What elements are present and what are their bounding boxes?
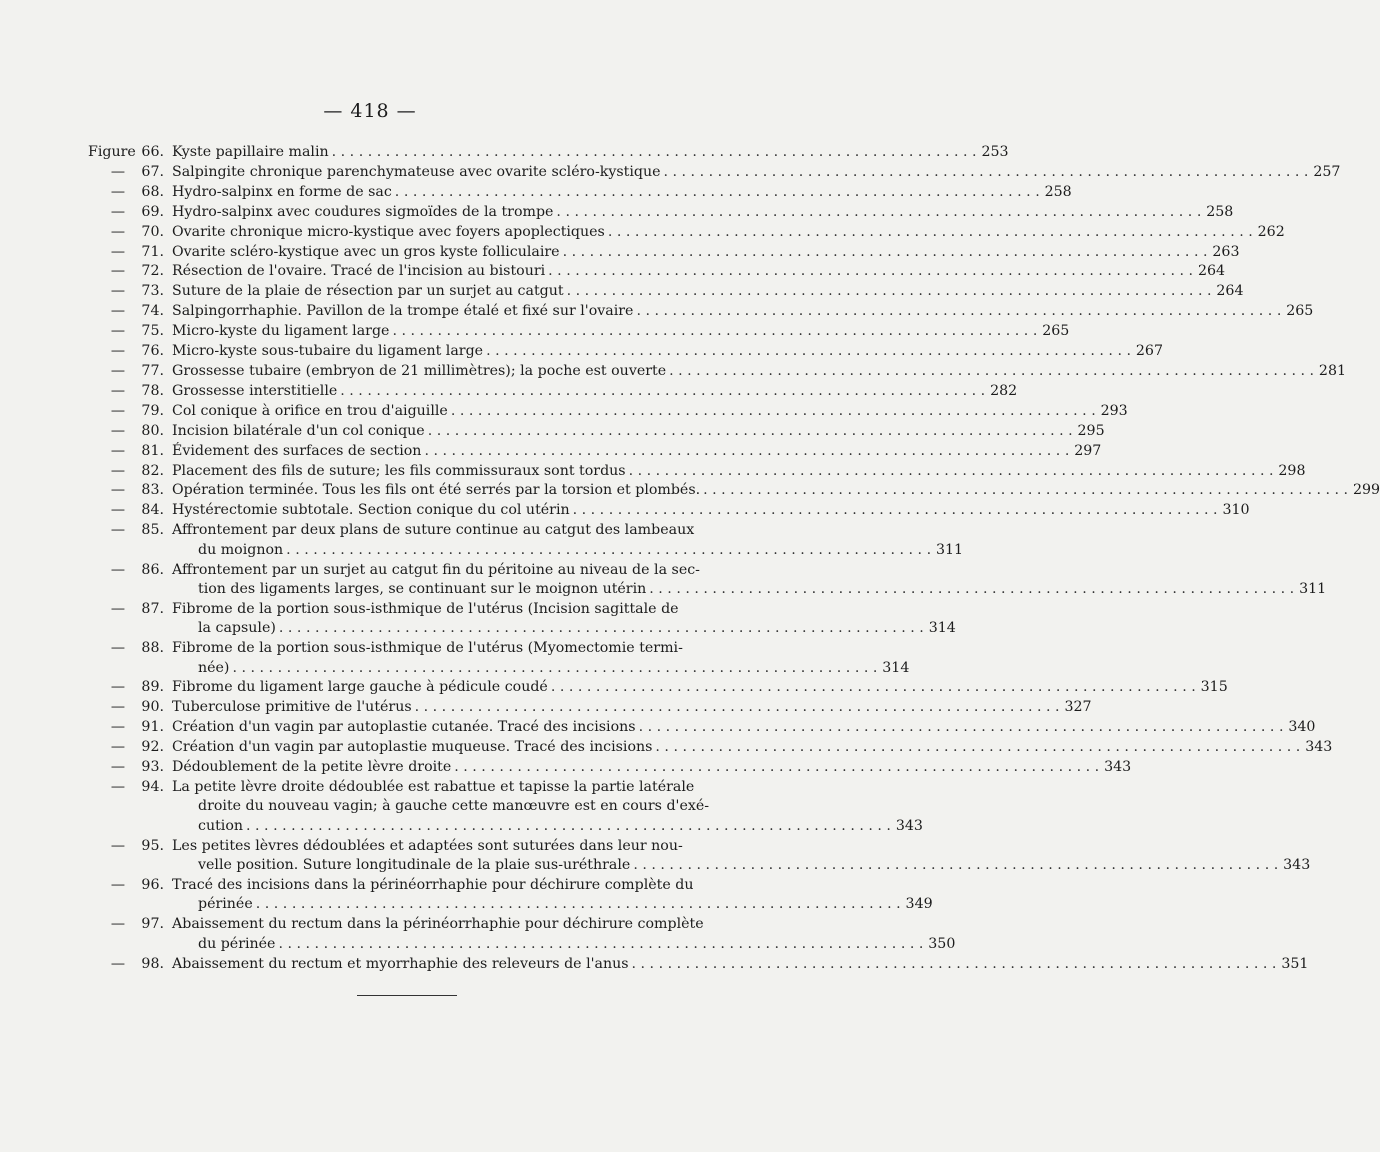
entry-label: — xyxy=(110,223,126,240)
figure-entry xyxy=(88,462,1306,481)
page-ref: 298 xyxy=(1278,462,1306,479)
figure-entry xyxy=(88,698,1092,717)
figure-number: 97. xyxy=(141,916,164,933)
entry-label: — xyxy=(110,522,126,539)
closing-rule xyxy=(357,995,457,996)
entry-label: — xyxy=(110,779,126,795)
figure-caption-line: la capsule) xyxy=(198,620,276,637)
entry-label: — xyxy=(110,382,126,399)
figure-entry xyxy=(88,382,1018,401)
figure-caption-line: Hystérectomie subtotale. Section conique du col utérin xyxy=(172,502,570,519)
figure-number: 85. xyxy=(141,522,164,539)
dot-leader xyxy=(669,362,1314,381)
figure-entry xyxy=(88,639,910,678)
figure-number: 83. xyxy=(141,482,164,499)
page-ref: 314 xyxy=(928,620,956,637)
page-ref: 299 xyxy=(1352,482,1380,499)
dot-leader xyxy=(655,738,1300,757)
entry-label: — xyxy=(110,955,126,972)
figure-number: 73. xyxy=(141,283,164,300)
page-ref: 297 xyxy=(1074,442,1102,459)
figure-caption-line: Création d'un vagin par autoplastie cutanée. Tracé des incisions xyxy=(172,719,636,736)
dot-leader xyxy=(639,718,1284,737)
figure-number: 87. xyxy=(141,600,164,617)
figure-entry xyxy=(88,778,923,836)
figure-entry xyxy=(88,738,1333,757)
figure-number: 76. xyxy=(141,343,164,360)
entry-label: — xyxy=(110,323,126,340)
entry-label: — xyxy=(110,203,126,220)
dot-leader xyxy=(392,322,1037,341)
figure-caption-line: Col conique à orifice en trou d'aiguille xyxy=(172,402,448,419)
page-ref: 264 xyxy=(1197,263,1226,280)
figure-entry xyxy=(88,183,1072,202)
figure-number: 66. xyxy=(141,144,164,160)
dot-leader xyxy=(632,955,1277,974)
figure-caption-line: Salpingite chronique parenchymateuse avec ovarite scléro-kystique xyxy=(172,163,661,180)
figure-number: 84. xyxy=(141,502,164,519)
figure-entry xyxy=(88,302,1314,321)
figure-caption-line: Ovarite scléro-kystique avec un gros kyste folliculaire xyxy=(172,243,560,260)
figure-caption-line: Fibrome de la portion sous-isthmique de l'utérus (Myomectomie termi- xyxy=(172,640,683,657)
page-ref: 282 xyxy=(990,382,1018,399)
figure-entry xyxy=(88,876,933,915)
figure-caption-line: Tuberculose primitive de l'utérus xyxy=(172,699,412,716)
page-ref: 327 xyxy=(1064,699,1092,716)
page-ref: 314 xyxy=(882,659,910,676)
dot-leader xyxy=(551,678,1196,697)
page-ref: 343 xyxy=(1305,739,1333,756)
page-ref: 267 xyxy=(1135,343,1163,360)
figure-caption-line: Hydro-salpinx avec coudures sigmoïdes de la trompe xyxy=(172,203,554,220)
dot-leader xyxy=(451,402,1096,421)
entry-label: — xyxy=(110,561,126,578)
figure-caption-line: Micro-kyste sous-tubaire du ligament large xyxy=(172,343,484,360)
figure-caption-line: Kyste papillaire malin xyxy=(172,144,329,160)
dot-leader xyxy=(608,223,1253,242)
figure-number: 94. xyxy=(141,779,164,795)
figure-number: 93. xyxy=(141,759,164,776)
figure-entry xyxy=(88,678,1228,697)
entry-label: — xyxy=(110,679,126,696)
figure-number: 74. xyxy=(141,303,164,320)
entry-label: — xyxy=(110,916,126,933)
dot-leader xyxy=(629,462,1274,481)
figure-caption-line: droite du nouveau vagin; à gauche cette manœuvre est en cours d'exé- xyxy=(198,798,710,815)
figure-caption-line: Grossesse interstitielle xyxy=(172,382,338,399)
figure-entry xyxy=(88,322,1070,341)
figure-caption-line: La petite lèvre droite dédoublée est rabattue et tapisse la partie latérale xyxy=(172,779,695,795)
dot-leader xyxy=(278,935,923,954)
figure-caption-line: cution xyxy=(198,817,244,834)
dot-leader xyxy=(415,698,1060,717)
figure-entry xyxy=(88,481,1380,500)
dot-leader xyxy=(664,163,1309,182)
figure-caption-line: Grossesse tubaire (embryon de 21 millimètres); la poche est ouverte xyxy=(172,362,667,379)
entry-label: — xyxy=(110,183,126,200)
figure-entry xyxy=(88,422,1105,441)
figure-entry xyxy=(88,362,1347,381)
entry-label: — xyxy=(110,362,126,379)
figure-number: 78. xyxy=(141,382,164,399)
figure-entry xyxy=(88,718,1316,737)
figure-caption-line: Tracé des incisions dans la périnéorrhaphie pour déchirure complète du xyxy=(172,877,694,894)
figure-number: 82. xyxy=(141,462,164,479)
figure-caption-line: Affrontement par un surjet au catgut fin du péritoine au niveau de la sec- xyxy=(172,561,700,578)
entry-label: — xyxy=(110,739,126,756)
dot-leader xyxy=(703,481,1348,500)
entry-label: — xyxy=(110,303,126,320)
entry-label: Figure xyxy=(88,144,136,160)
figure-caption-line: Affrontement par deux plans de suture continue au catgut des lambeaux xyxy=(172,522,695,539)
dot-leader xyxy=(636,302,1281,321)
dot-leader xyxy=(633,856,1278,875)
figure-entry xyxy=(88,837,1311,876)
figure-entry xyxy=(88,501,1250,520)
entry-label: — xyxy=(110,402,126,419)
entry-label: — xyxy=(110,462,126,479)
page-ref: 258 xyxy=(1206,203,1234,220)
page-ref: 257 xyxy=(1313,163,1341,180)
figure-number: 70. xyxy=(141,223,164,240)
figure-number: 88. xyxy=(141,640,164,657)
entry-label: — xyxy=(110,243,126,260)
figure-caption-line: Fibrome de la portion sous-isthmique de l'utérus (Incision sagittale de xyxy=(172,600,679,617)
dot-leader xyxy=(246,817,891,836)
figure-entry xyxy=(88,402,1128,421)
dot-leader xyxy=(424,442,1069,461)
figure-caption-line: Micro-kyste du ligament large xyxy=(172,323,390,340)
page-ref: 350 xyxy=(928,935,956,952)
figure-number: 86. xyxy=(141,561,164,578)
dot-leader xyxy=(567,282,1212,301)
page-ref: 343 xyxy=(895,817,923,834)
figure-number: 72. xyxy=(141,263,164,280)
figure-caption-line: velle position. Suture longitudinale de la plaie sus-uréthrale xyxy=(198,857,631,874)
dot-leader xyxy=(454,758,1099,777)
figure-entry xyxy=(88,342,1163,361)
figure-entry xyxy=(88,143,1009,162)
page-ref: 340 xyxy=(1288,719,1316,736)
figure-caption-line: Résection de l'ovaire. Tracé de l'incision au bistouri xyxy=(172,263,546,280)
figure-entry xyxy=(88,915,956,954)
figure-entry xyxy=(88,521,964,560)
dot-leader xyxy=(563,243,1208,262)
figure-caption-line: Ovarite chronique micro-kystique avec foyers apoplectiques xyxy=(172,223,605,240)
figure-number: 90. xyxy=(141,699,164,716)
entry-label: — xyxy=(110,502,126,519)
figure-number: 71. xyxy=(141,243,164,260)
figure-number: 98. xyxy=(141,955,164,972)
figure-caption-line: Évidement des surfaces de section xyxy=(172,442,422,459)
figure-caption-line: Salpingorrhaphie. Pavillon de la trompe étalé et fixé sur l'ovaire xyxy=(172,303,634,320)
figure-number: 75. xyxy=(141,323,164,340)
page-ref: 315 xyxy=(1200,679,1228,696)
page-ref: 265 xyxy=(1042,323,1070,340)
page-ref: 253 xyxy=(981,144,1009,160)
figure-caption-line: Les petites lèvres dédoublées et adaptées sont suturées dans leur nou- xyxy=(172,837,683,854)
page-ref: 343 xyxy=(1283,857,1311,874)
figure-number: 92. xyxy=(141,739,164,756)
figure-caption-line: périnée xyxy=(198,896,253,913)
dot-leader xyxy=(332,143,977,162)
entry-label: — xyxy=(110,482,126,499)
page-ref: 264 xyxy=(1216,283,1244,300)
figure-number: 81. xyxy=(141,442,164,459)
figure-caption-line: du périnée xyxy=(198,935,276,952)
figure-entry xyxy=(88,243,1240,262)
entry-label: — xyxy=(110,759,126,776)
figure-caption-line: Abaissement du rectum dans la périnéorrhaphie pour déchirure complète xyxy=(172,916,704,933)
figure-caption-line: Hydro-salpinx en forme de sac xyxy=(172,183,392,200)
figure-entry xyxy=(88,282,1244,301)
dot-leader xyxy=(256,895,901,914)
figure-caption-line: née) xyxy=(198,659,230,676)
figure-entry xyxy=(88,561,1327,600)
entry-label: — xyxy=(110,163,126,180)
entry-label: — xyxy=(110,877,126,894)
dot-leader xyxy=(286,541,931,560)
figure-caption-line: Création d'un vagin par autoplastie muqueuse. Tracé des incisions xyxy=(172,739,653,756)
page-ref: 349 xyxy=(905,896,933,913)
dot-leader xyxy=(340,382,985,401)
page-ref: 258 xyxy=(1044,183,1072,200)
page-ref: 310 xyxy=(1222,502,1250,519)
entry-label: — xyxy=(110,263,126,280)
figure-number: 77. xyxy=(141,362,164,379)
entry-label: — xyxy=(110,699,126,716)
figure-number: 68. xyxy=(141,183,164,200)
dot-leader xyxy=(573,501,1218,520)
entry-label: — xyxy=(110,837,126,854)
dot-leader xyxy=(649,580,1294,599)
figure-number: 89. xyxy=(141,679,164,696)
dot-leader xyxy=(548,262,1193,281)
figure-caption-line: Fibrome du ligament large gauche à pédicule coudé xyxy=(172,679,548,696)
figure-entry xyxy=(88,203,1234,222)
figure-number: 67. xyxy=(141,163,164,180)
figure-entry xyxy=(88,955,1309,974)
figure-entry xyxy=(88,758,1132,777)
figure-caption-line: tion des ligaments larges, se continuant sur le moignon utérin xyxy=(198,580,647,597)
figure-caption-line: Incision bilatérale d'un col conique xyxy=(172,422,425,439)
dot-leader xyxy=(232,659,877,678)
entry-label: — xyxy=(110,283,126,300)
page-ref: 351 xyxy=(1281,955,1309,972)
figure-caption-line: Placement des fils de suture; les fils commissuraux sont tordus xyxy=(172,462,626,479)
page-ref: 293 xyxy=(1100,402,1128,419)
entry-label: — xyxy=(110,343,126,360)
figure-caption-line: Suture de la plaie de résection par un surjet au catgut xyxy=(172,283,564,300)
page-ref: 263 xyxy=(1212,243,1240,260)
figure-number: 80. xyxy=(141,422,164,439)
dot-leader xyxy=(428,422,1073,441)
figure-number: 96. xyxy=(141,877,164,894)
page-ref: 311 xyxy=(935,541,964,558)
page-ref: 262 xyxy=(1257,223,1285,240)
page-ref: 295 xyxy=(1077,422,1105,439)
entry-label: — xyxy=(110,442,126,459)
figure-number: 69. xyxy=(141,203,164,220)
figure-entry xyxy=(88,163,1341,182)
figure-caption-line: Abaissement du rectum et myorrhaphie des releveurs de l'anus xyxy=(172,955,629,972)
figure-caption-line: du moignon xyxy=(198,541,284,558)
page-ref: 311 xyxy=(1299,580,1327,597)
page-number: — 418 — xyxy=(323,100,417,122)
dot-leader xyxy=(486,342,1131,361)
figure-entry xyxy=(88,223,1285,242)
dot-leader xyxy=(556,203,1201,222)
entry-label: — xyxy=(110,600,126,617)
figure-entry xyxy=(88,262,1226,281)
entry-label: — xyxy=(110,640,126,657)
figure-caption-line: Opération terminée. Tous les fils ont été serrés par la torsion et plombés. xyxy=(172,482,701,499)
figure-number: 95. xyxy=(141,837,164,854)
figure-list xyxy=(88,143,1380,975)
entry-label: — xyxy=(110,719,126,736)
entry-label: — xyxy=(110,422,126,439)
dot-leader xyxy=(279,619,924,638)
figure-number: 91. xyxy=(141,719,164,736)
figure-entry xyxy=(88,600,956,639)
page-ref: 343 xyxy=(1104,759,1132,776)
figure-caption-line: Dédoublement de la petite lèvre droite xyxy=(172,759,452,776)
dot-leader xyxy=(395,183,1040,202)
figure-entry xyxy=(88,442,1102,461)
page-ref: 265 xyxy=(1286,303,1314,320)
page-ref: 281 xyxy=(1318,362,1347,379)
figure-number: 79. xyxy=(141,402,164,419)
